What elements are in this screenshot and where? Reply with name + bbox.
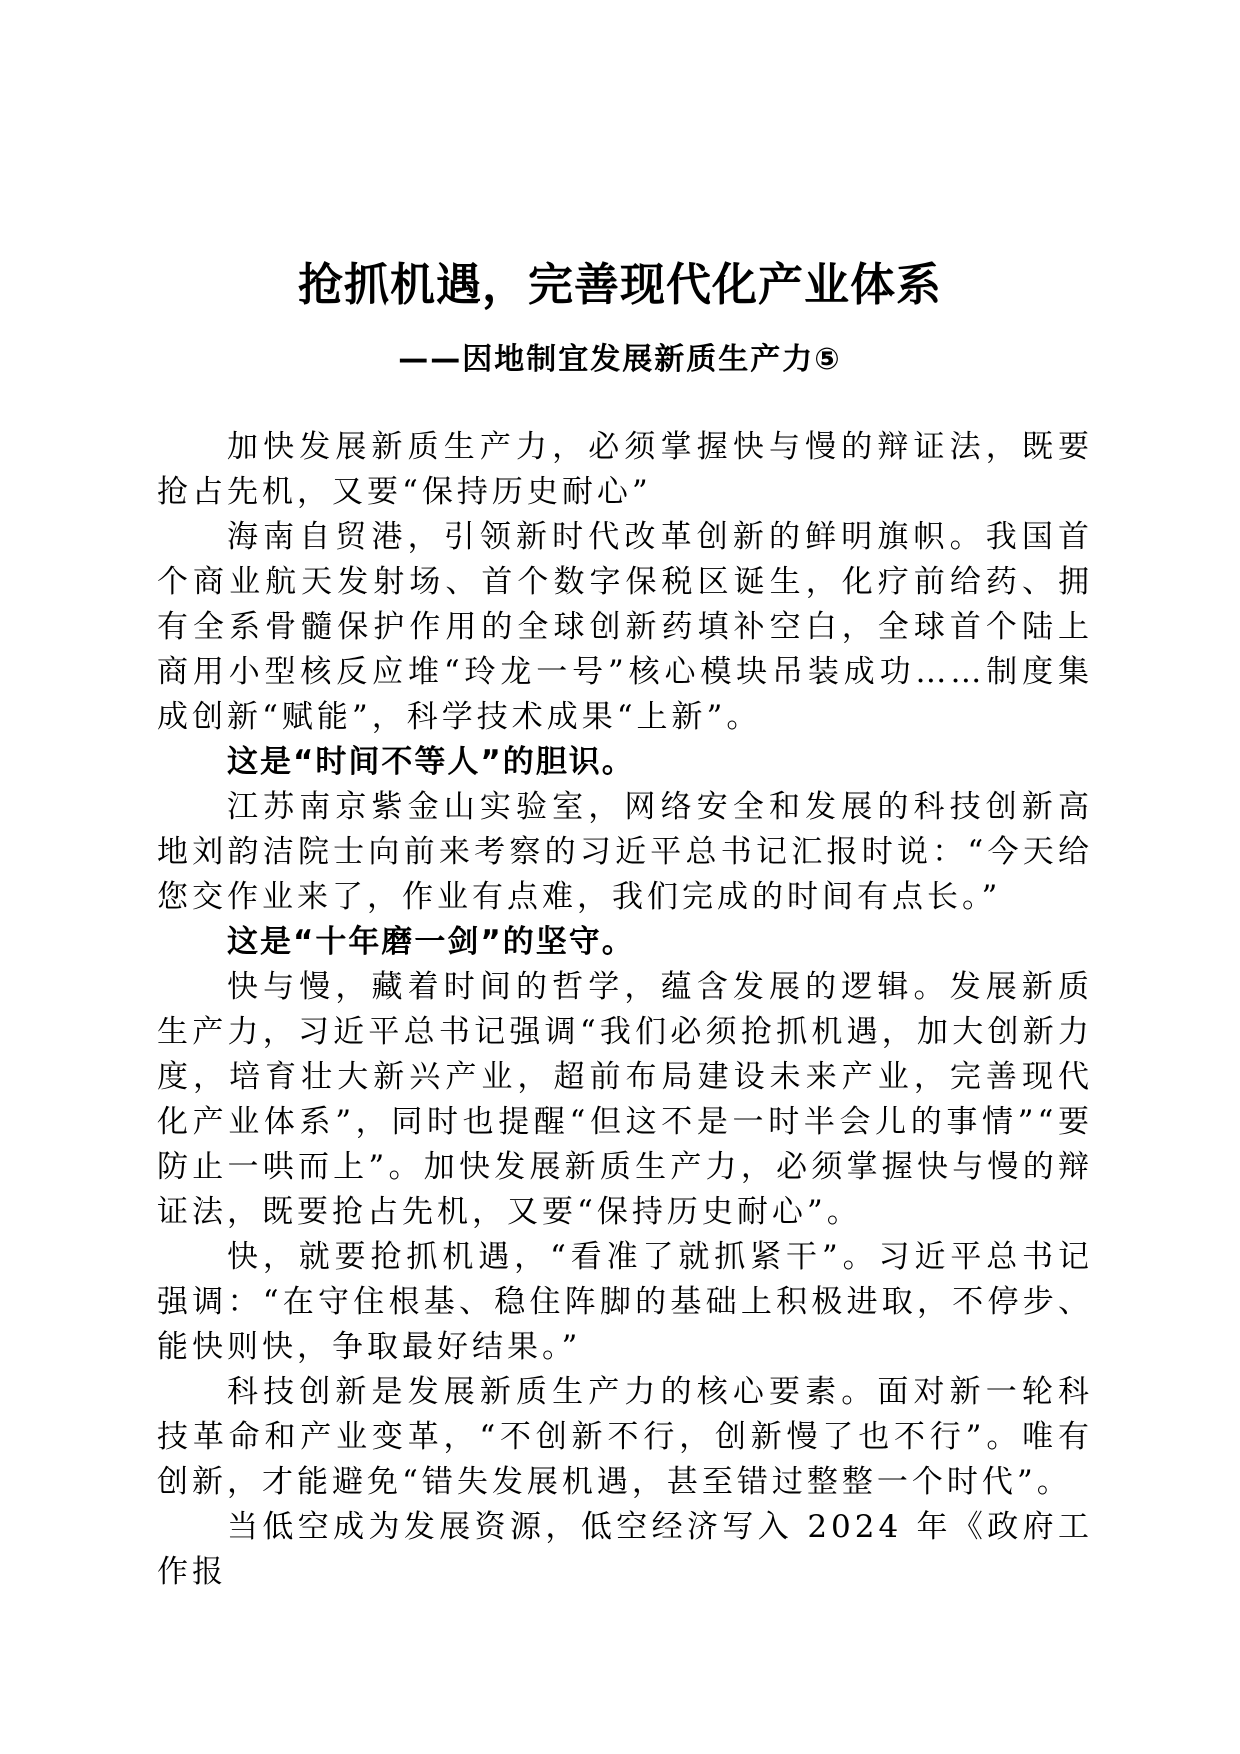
paragraph: 加快发展新质生产力，必须掌握快与慢的辩证法，既要抢占先机，又要“保持历史耐心”	[157, 429, 1093, 510]
paragraph: 快，就要抢抓机遇，“看准了就抓紧干”。习近平总书记强调：“在守住根基、稳住阵脚的基础上积极进取，不停步、能快则快，争取最好结果。”	[157, 1239, 1093, 1365]
document-subtitle: ——因地制宜发展新质生产力⑤	[398, 342, 842, 377]
emphasis-paragraph: 这是“十年磨一剑”的坚守。	[227, 924, 635, 960]
emphasis-paragraph: 这是“时间不等人”的胆识。	[227, 744, 635, 780]
paragraph: 海南自贸港，引领新时代改革创新的鲜明旗帜。我国首个商业航天发射场、首个数字保税区诞生，化疗前给药、拥有全系骨髓保护作用的全球创新药填补空白，全球首个陆上商用小型核反应堆“玲龙一号”核心模块吊装成功……制度集成创新“赋能”，科学技术成果“上新”。	[157, 519, 1093, 735]
paragraph: 快与慢，藏着时间的哲学，蕴含发展的逻辑。发展新质生产力，习近平总书记强调“我们必须抢抓机遇，加大创新力度，培育壮大新兴产业，超前布局建设未来产业，完善现代化产业体系”，同时也提醒“但这不是一时半会儿的事情”“要防止一哄而上”。加快发展新质生产力，必须掌握快与慢的辩证法，既要抢占先机，又要“保持历史耐心”。	[157, 969, 1093, 1230]
paragraph: 科技创新是发展新质生产力的核心要素。面对新一轮科技革命和产业变革，“不创新不行，创新慢了也不行”。唯有创新，才能避免“错失发展机遇，甚至错过整整一个时代”。	[157, 1374, 1093, 1500]
paragraph: 当低空成为发展资源，低空经济写入 2024 年《政府工作报	[157, 1509, 1093, 1590]
paragraph: 江苏南京紫金山实验室，网络安全和发展的科技创新高地刘韵洁院士向前来考察的习近平总书记汇报时说：“今天给您交作业来了，作业有点难，我们完成的时间有点长。”	[157, 789, 1093, 915]
document-title: 抢抓机遇，完善现代化产业体系	[297, 258, 942, 311]
document-body	[157, 425, 1093, 1595]
